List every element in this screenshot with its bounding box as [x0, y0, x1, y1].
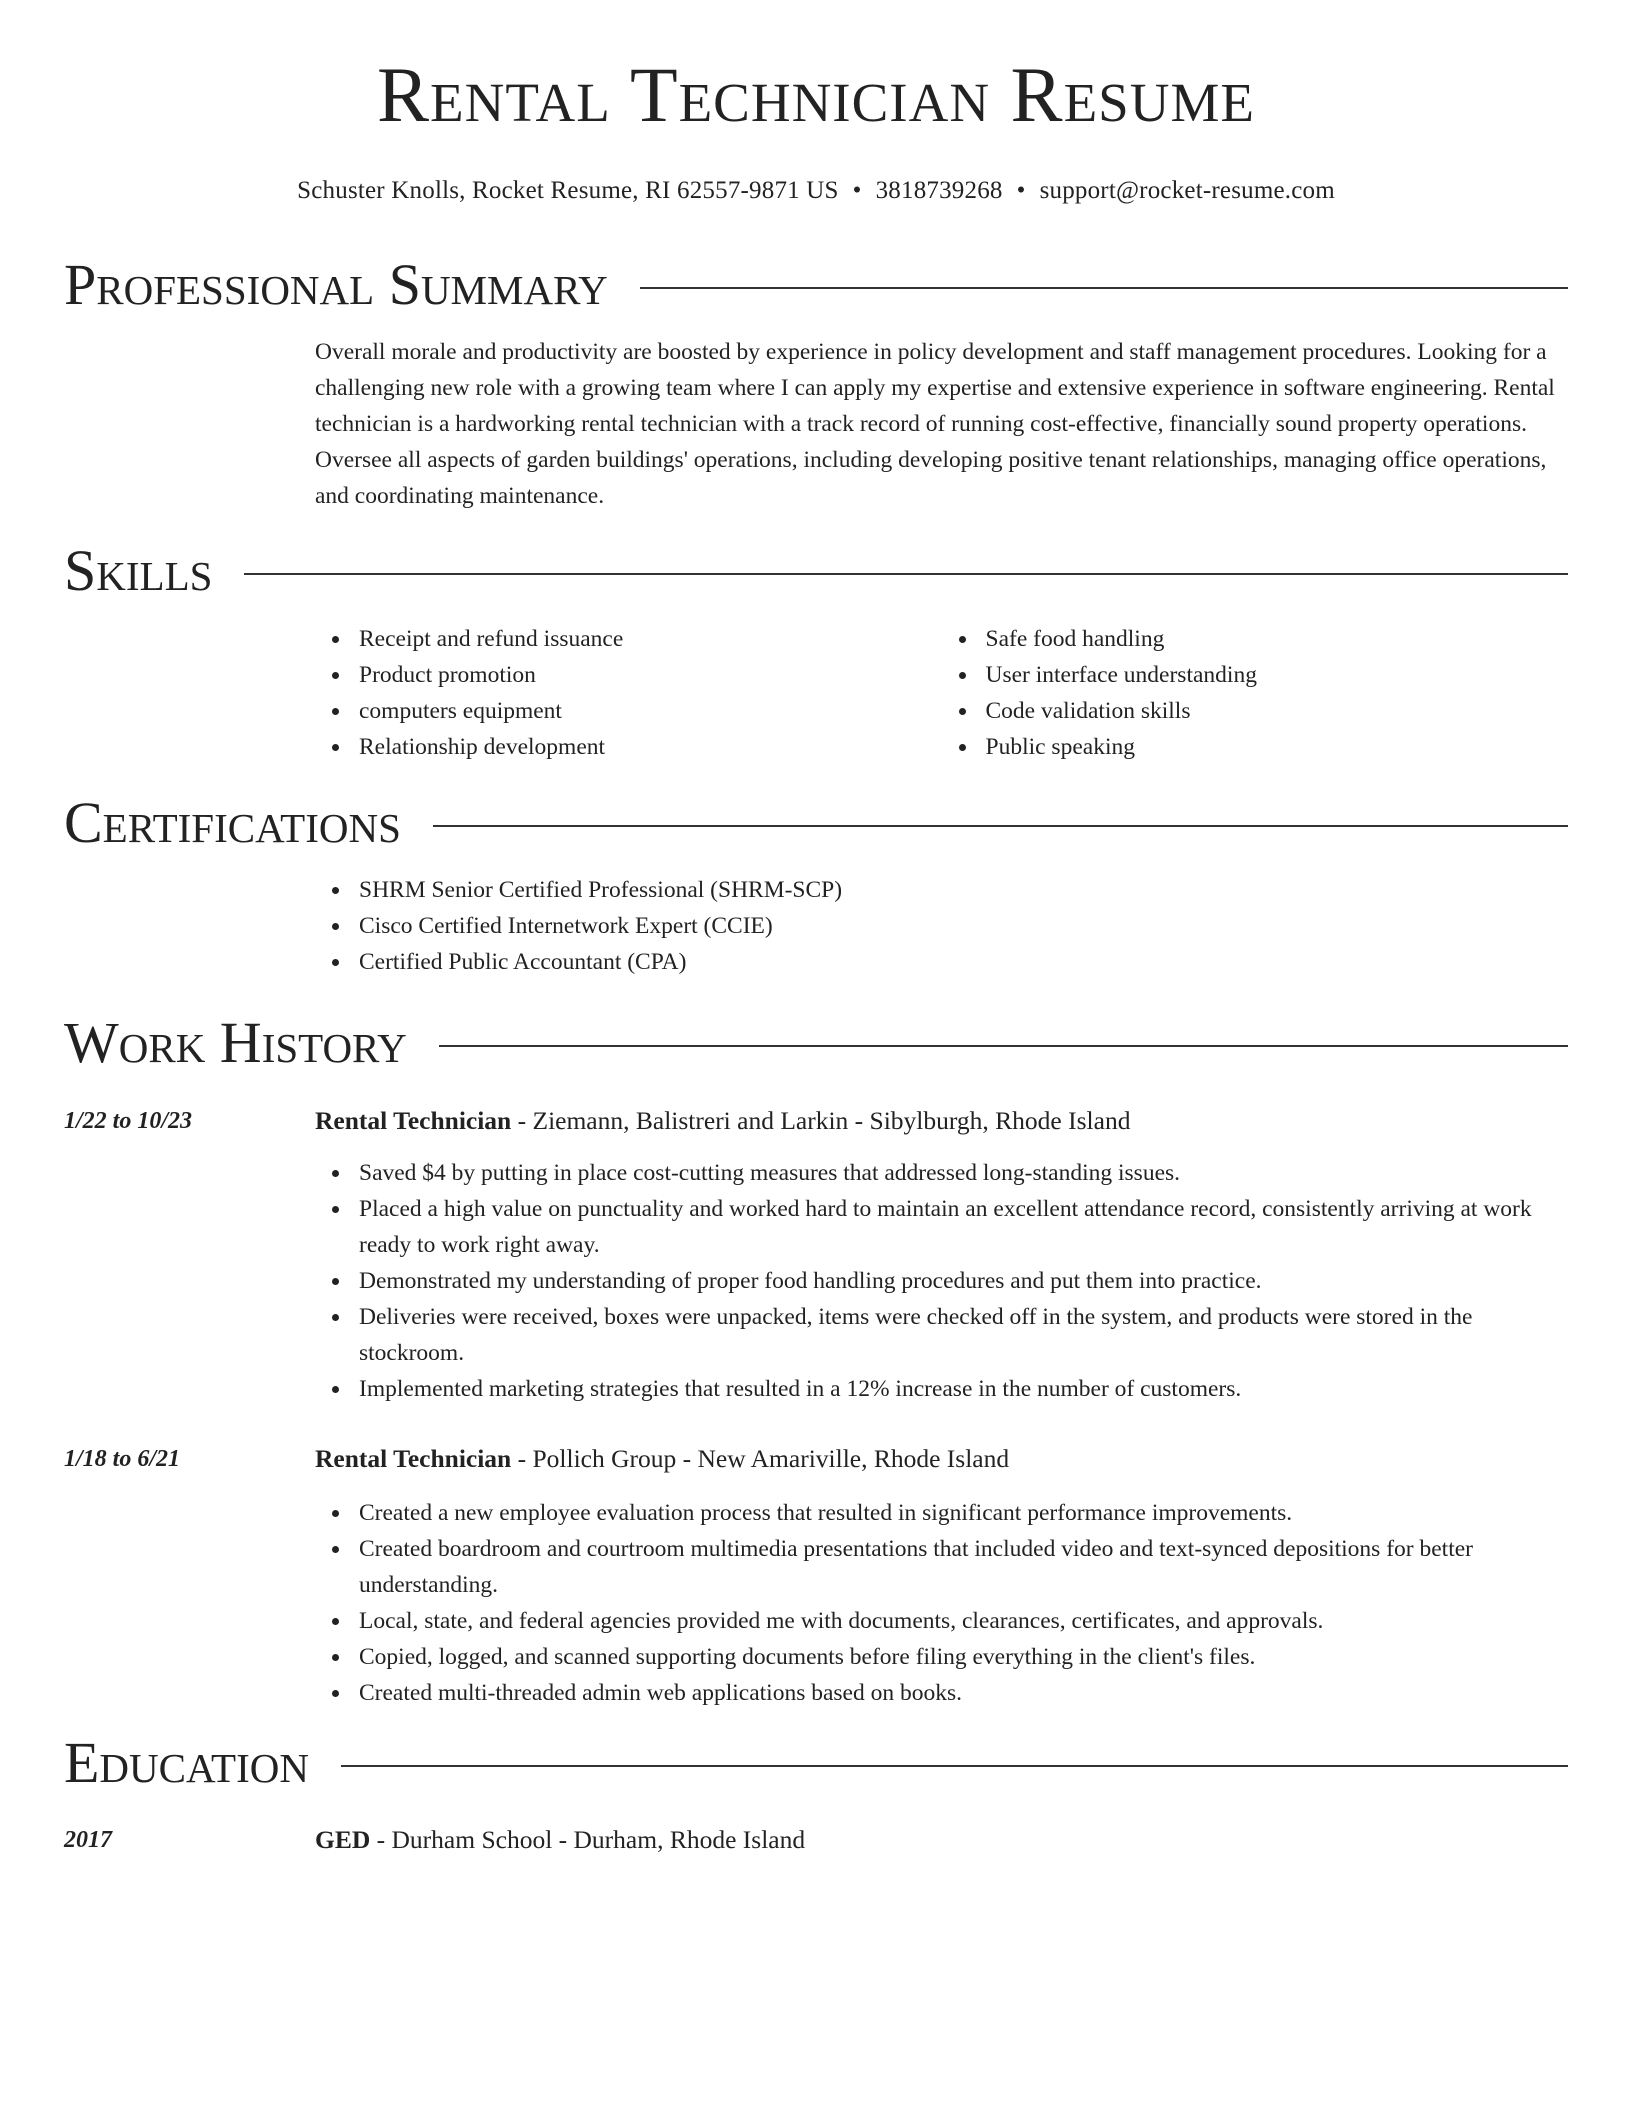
- skills-heading: Skills: [64, 538, 213, 603]
- education-degree: GED: [315, 1825, 371, 1854]
- skills-list-right: [942, 621, 1569, 765]
- summary-section-header: [64, 253, 1568, 317]
- section-divider: [244, 573, 1568, 575]
- skill-item: Receipt and refund issuance: [359, 621, 942, 657]
- job-bullet: Placed a high value on punctuality and worked hard to maintain an excellent attendance record, consistently arriving at work ready to work right away.: [359, 1191, 1568, 1263]
- contact-phone: 3818739268: [875, 177, 1003, 204]
- contact-line: [64, 175, 1568, 207]
- summary-text: Overall morale and productivity are boosted by experience in policy development and staff management procedures. Looking for a challenging new role with a growing team where I can apply my expertise and extensive experience in software engineering. Rental technician is a hardworking rental technician with a track record of running cost-effective, financially sound property operations. Oversee all aspects of garden buildings' operations, including developing positive tenant relationships, managing office operations, and coordinating maintenance.: [315, 339, 1555, 509]
- skill-item: User interface understanding: [986, 657, 1569, 693]
- job-bullet: Created multi-threaded admin web applications based on books.: [359, 1675, 1568, 1711]
- job-entry: [315, 1441, 1568, 1711]
- certifications-list: [315, 872, 1568, 980]
- skills-section-header: [64, 539, 1568, 603]
- job-details: - Pollich Group - New Amariville, Rhode Island: [511, 1444, 1010, 1473]
- skill-item: Code validation skills: [986, 693, 1569, 729]
- section-divider: [640, 287, 1568, 289]
- education-section-header: [64, 1731, 1568, 1795]
- skills-body: [315, 621, 1568, 765]
- skill-item: Product promotion: [359, 657, 942, 693]
- job-bullet: Implemented marketing strategies that resulted in a 12% increase in the number of customers.: [359, 1371, 1568, 1407]
- certifications-heading: Certifications: [64, 790, 401, 855]
- section-divider: [439, 1045, 1568, 1047]
- job-bullet: Deliveries were received, boxes were unpacked, items were checked off in the system, and products were stored in the stockroom.: [359, 1299, 1568, 1371]
- skill-item: Public speaking: [986, 729, 1569, 765]
- job-dates: 1/18 to 6/21: [64, 1446, 181, 1472]
- job-bullets: [315, 1495, 1568, 1711]
- job-title: Rental Technician: [315, 1444, 512, 1473]
- job-bullet: Saved $4 by putting in place cost-cutting measures that addressed long-standing issues.: [359, 1155, 1568, 1191]
- job-entry: [315, 1103, 1568, 1407]
- certification-item: SHRM Senior Certified Professional (SHRM-SCP): [359, 872, 1568, 908]
- certifications-section-header: [64, 791, 1568, 855]
- job-bullet: Created boardroom and courtroom multimedia presentations that included video and text-synced depositions for better understanding.: [359, 1531, 1568, 1603]
- job-bullet: Local, state, and federal agencies provided me with documents, clearances, certificates, and approvals.: [359, 1603, 1568, 1639]
- contact-separator: •: [852, 177, 862, 204]
- contact-address: Schuster Knolls, Rocket Resume, RI 62557-9871 US: [297, 177, 839, 204]
- skill-item: computers equipment: [359, 693, 942, 729]
- education-details: - Durham School - Durham, Rhode Island: [370, 1825, 806, 1854]
- certification-item: Cisco Certified Internetwork Expert (CCIE): [359, 908, 1568, 944]
- job-bullets: [315, 1155, 1568, 1407]
- section-divider: [433, 825, 1568, 827]
- job-details: - Ziemann, Balistreri and Larkin - Sibylburgh, Rhode Island: [511, 1106, 1131, 1135]
- summary-heading: Professional Summary: [64, 252, 608, 317]
- summary-body: [315, 334, 1568, 514]
- job-bullet: Copied, logged, and scanned supporting documents before filing everything in the client's files.: [359, 1639, 1568, 1675]
- skill-item: Relationship development: [359, 729, 942, 765]
- education-line: [315, 1822, 1568, 1858]
- skills-grid: [315, 621, 1568, 765]
- skills-list-left: [315, 621, 942, 765]
- education-heading: Education: [64, 1730, 309, 1795]
- education-entry: [315, 1822, 1568, 1858]
- certification-item: Certified Public Accountant (CPA): [359, 944, 1568, 980]
- education-year: 2017: [64, 1827, 112, 1853]
- certifications-body: [315, 872, 1568, 980]
- resume-title: Rental Technician Resume: [377, 51, 1255, 138]
- section-divider: [341, 1765, 1568, 1767]
- job-dates: 1/22 to 10/23: [64, 1108, 193, 1134]
- job-bullet: Created a new employee evaluation process that resulted in significant performance improvements.: [359, 1495, 1568, 1531]
- contact-separator: •: [1016, 177, 1026, 204]
- work-section-header: [64, 1011, 1568, 1075]
- skill-item: Safe food handling: [986, 621, 1569, 657]
- work-heading: Work History: [64, 1010, 407, 1075]
- job-bullet: Demonstrated my understanding of proper food handling procedures and put them into practice.: [359, 1263, 1568, 1299]
- job-title: Rental Technician: [315, 1106, 512, 1135]
- job-title-line: [315, 1441, 1568, 1477]
- contact-email: support@rocket-resume.com: [1039, 177, 1335, 204]
- job-title-line: [315, 1103, 1568, 1139]
